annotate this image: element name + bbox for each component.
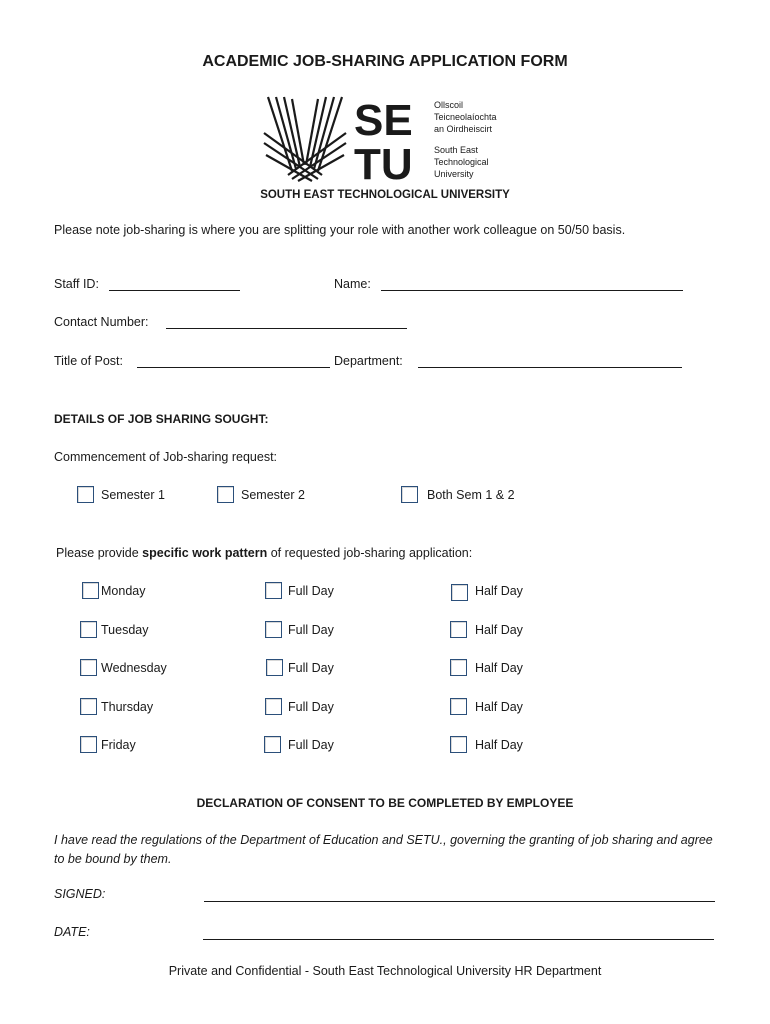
footer-text: Private and Confidential - South East Technological University HR Department (168, 964, 602, 978)
thursday-full-day-checkbox[interactable] (265, 698, 282, 715)
title-of-post-label: Title of Post: (54, 354, 124, 368)
university-name: SOUTH EAST TECHNOLOGICAL UNIVERSITY (260, 189, 510, 201)
friday-label: Friday (101, 738, 136, 752)
work-pattern-suffix: of requested job-sharing application: (267, 546, 473, 560)
thursday-half-day-checkbox[interactable] (450, 698, 467, 715)
friday-full-day-checkbox[interactable] (264, 736, 281, 753)
monday-label: Monday (101, 584, 146, 598)
semester-2-label: Semester 2 (241, 488, 305, 502)
friday-half-day-label: Half Day (475, 738, 523, 752)
friday-checkbox[interactable] (80, 736, 97, 753)
logo-english-line-1: South East (434, 145, 479, 155)
logo-emblem-icon (264, 97, 346, 181)
tuesday-checkbox[interactable] (80, 621, 97, 638)
staff-id-field[interactable] (109, 277, 240, 291)
monday-half-day-label: Half Day (475, 584, 523, 598)
date-field[interactable] (203, 925, 714, 940)
logo-letters-tu: TU (354, 140, 413, 183)
thursday-label: Thursday (101, 700, 154, 714)
both-semesters-label: Both Sem 1 & 2 (427, 488, 515, 502)
name-field[interactable] (381, 277, 683, 291)
thursday-half-day-label: Half Day (475, 700, 523, 714)
logo-irish-line-2: Teicneolaíochta (434, 112, 497, 122)
title-of-post-field[interactable] (137, 354, 330, 368)
tuesday-label: Tuesday (101, 623, 149, 637)
department-field[interactable] (418, 354, 682, 368)
wednesday-half-day-checkbox[interactable] (450, 659, 467, 676)
monday-full-day-checkbox[interactable] (265, 582, 282, 599)
declaration-text: I have read the regulations of the Department of Education and SETU., governing the granting of job sharing and agree to be bound by them. (54, 833, 713, 866)
semester-2-checkbox[interactable] (217, 486, 234, 503)
date-label: DATE: (54, 925, 90, 939)
semester-1-checkbox[interactable] (77, 486, 94, 503)
tuesday-full-day-checkbox[interactable] (265, 621, 282, 638)
details-heading: DETAILS OF JOB SHARING SOUGHT: (54, 412, 269, 426)
tuesday-full-day-label: Full Day (288, 623, 334, 637)
wednesday-label: Wednesday (101, 661, 167, 675)
both-semesters-checkbox[interactable] (401, 486, 418, 503)
form-title: ACADEMIC JOB-SHARING APPLICATION FORM (202, 53, 568, 70)
commencement-label: Commencement of Job-sharing request: (54, 450, 278, 464)
wednesday-half-day-label: Half Day (475, 661, 523, 675)
logo-english-line-2: Technological (434, 157, 489, 167)
setu-logo (262, 93, 512, 183)
friday-half-day-checkbox[interactable] (450, 736, 467, 753)
work-pattern-prefix: Please provide (56, 546, 143, 560)
thursday-checkbox[interactable] (80, 698, 97, 715)
wednesday-checkbox[interactable] (80, 659, 97, 676)
signed-label: SIGNED: (54, 887, 106, 901)
logo-irish-line-1: Ollscoil (434, 100, 464, 110)
job-sharing-note: Please note job-sharing is where you are splitting your role with another work colleague on 50/50 basis. (54, 223, 626, 237)
wednesday-full-day-label: Full Day (288, 661, 334, 675)
work-pattern-emphasis: specific work pattern (142, 546, 268, 560)
contact-number-label: Contact Number: (54, 315, 149, 329)
logo-english-line-3: University (434, 169, 474, 179)
signature-field[interactable] (204, 887, 715, 902)
monday-half-day-checkbox[interactable] (451, 584, 468, 601)
thursday-full-day-label: Full Day (288, 700, 334, 714)
contact-number-field[interactable] (166, 315, 407, 329)
wednesday-full-day-checkbox[interactable] (266, 659, 283, 676)
name-label: Name: (334, 277, 371, 291)
logo-letters-se: SE (354, 96, 413, 145)
monday-checkbox[interactable] (82, 582, 99, 599)
declaration-heading: DECLARATION OF CONSENT TO BE COMPLETED BY EMPLOYEE (196, 796, 574, 810)
department-label: Department: (334, 354, 403, 368)
work-pattern-instruction (56, 546, 472, 560)
semester-1-label: Semester 1 (101, 488, 165, 502)
monday-full-day-label: Full Day (288, 584, 334, 598)
logo-irish-line-3: an Oirdheiscirt (434, 124, 493, 134)
tuesday-half-day-label: Half Day (475, 623, 523, 637)
tuesday-half-day-checkbox[interactable] (450, 621, 467, 638)
staff-id-label: Staff ID: (54, 277, 99, 291)
friday-full-day-label: Full Day (288, 738, 334, 752)
